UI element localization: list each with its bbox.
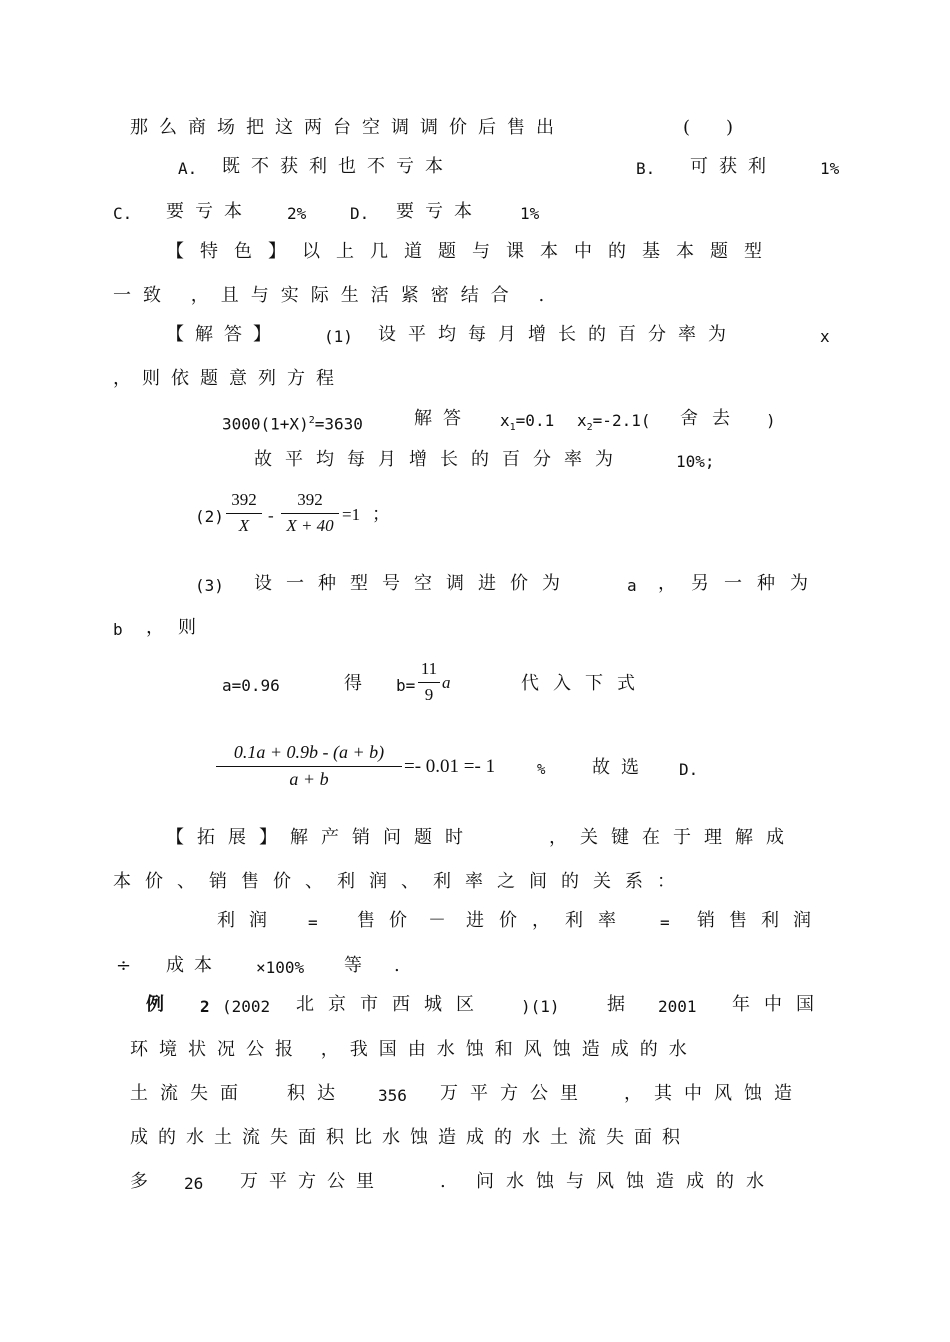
report-year: 2001 bbox=[658, 997, 697, 1016]
option-d-text: 要亏本 bbox=[396, 201, 483, 222]
example-label: 例 bbox=[146, 994, 164, 1015]
example-line-2: 环境状况公报 ，我国由水蚀和风蚀造成的水 bbox=[130, 1039, 698, 1060]
area-26: 26 bbox=[184, 1174, 204, 1193]
option-c-value: 2% bbox=[287, 204, 307, 223]
option-d-label: D. bbox=[350, 204, 370, 223]
divide-sign: ÷ bbox=[116, 955, 132, 976]
a-equation: a=0.96 bbox=[222, 676, 280, 695]
example-line-3d: ，其中风蚀造 bbox=[624, 1083, 804, 1104]
answer-heading: 【解答】 bbox=[166, 324, 282, 345]
fraction-392-over-x: 392 X bbox=[226, 490, 262, 536]
example-number: 2 bbox=[200, 997, 210, 1016]
option-b-text: 可获利 bbox=[690, 156, 777, 177]
cost-label: 成本 bbox=[166, 955, 222, 976]
more-label: 多 bbox=[130, 1171, 148, 1192]
option-c-label: C. bbox=[113, 204, 133, 223]
variable-x: x bbox=[820, 327, 830, 346]
part-2-label: (2) bbox=[195, 507, 224, 526]
profit-rate-result: =- 0.01 =- 1 bbox=[404, 756, 496, 777]
root-x2: $x_2=-2.1$( bbox=[577, 411, 651, 434]
according-label: 据 bbox=[607, 994, 625, 1015]
solution-label: 解答 bbox=[414, 408, 472, 429]
year-china-label: 年中国 bbox=[732, 994, 828, 1015]
times-100-percent: ×100% bbox=[256, 958, 305, 977]
sales-profit-label: 销售利润 bbox=[697, 910, 825, 931]
profit-label: 利润 bbox=[217, 910, 281, 931]
part-3-text: 设一种型号空调进价为 bbox=[254, 573, 574, 594]
answer-d: D. bbox=[679, 760, 699, 779]
minus-sign-2: － bbox=[428, 910, 446, 931]
equals-one: =1 bbox=[342, 505, 361, 524]
question-part-1: )(1) bbox=[521, 997, 560, 1016]
extension-line-2: 本价、销售价、利润、利率之间的关系： bbox=[113, 871, 689, 892]
feature-line-1: 【特色】以上几道题与课本中的基本题型 bbox=[166, 241, 778, 262]
variable-a: a bbox=[627, 576, 637, 595]
cost-price-rate-label: 进价，利率 bbox=[466, 910, 631, 931]
part-1-text: 设平均每月增长的百分率为 bbox=[378, 324, 738, 345]
extension-line-1-cont: ，关键在于理解成 bbox=[549, 827, 797, 848]
profit-rate-fraction: 0.1a + 0.9b - (a + b) a + b bbox=[216, 742, 402, 790]
example-line-5a: 万平方公里 bbox=[240, 1171, 385, 1192]
extension-line-1: 【拓展】解产销问题时 bbox=[166, 827, 476, 848]
option-a-label: A. bbox=[178, 159, 198, 178]
percent-sign: % bbox=[537, 762, 546, 778]
equals-sign-2: = bbox=[660, 913, 670, 932]
feature-line-2: 一致 ，且与实际生活紧密结合 . bbox=[113, 285, 557, 306]
variable-a-italic: a bbox=[442, 673, 451, 692]
close-paren: ) bbox=[766, 411, 776, 430]
option-a-text: 既不获利也不亏本 bbox=[222, 156, 454, 177]
option-b-value: 1% bbox=[820, 159, 840, 178]
area-356: 356 bbox=[378, 1086, 407, 1105]
discard-label: 舍去 bbox=[680, 408, 744, 429]
period-2: . bbox=[440, 1171, 446, 1192]
part-1-label: (1) bbox=[324, 327, 353, 346]
etc-label: 等 bbox=[344, 955, 362, 976]
answer-blank: ( ) bbox=[683, 117, 734, 138]
question-stem-line: 那么商场把这两台空调调价后售出 bbox=[130, 117, 565, 138]
option-c-text: 要亏本 bbox=[166, 201, 253, 222]
example-line-3b: 积达 bbox=[287, 1083, 347, 1104]
part-1-text-cont: ，则依题意列方程 bbox=[113, 368, 345, 389]
exam-source: 北京市西城区 bbox=[296, 994, 488, 1015]
then-label: ，则 bbox=[146, 617, 210, 638]
example-line-3a: 土流失面 bbox=[130, 1083, 250, 1104]
part-3-label: (3) bbox=[195, 576, 224, 595]
equals-sign-1: = bbox=[308, 913, 318, 932]
root-x1: $x_1=0.1$ bbox=[500, 411, 555, 434]
example-line-4: 成的水土流失面积比水蚀造成的水土流失面积 bbox=[130, 1127, 690, 1148]
yields-label: 得 bbox=[344, 673, 362, 694]
exam-year: (2002 bbox=[222, 997, 271, 1016]
example-line-3c: 万平方公里 bbox=[440, 1083, 590, 1104]
semicolon: ； bbox=[372, 504, 390, 525]
selling-price-label: 售价 bbox=[357, 910, 421, 931]
equation-1-lhs: $3000(1+X)^2=3630$ bbox=[222, 414, 363, 434]
fraction-392-over-x-plus-40: 392 X + 40 bbox=[281, 490, 339, 536]
example-line-5b: 问水蚀与风蚀造成的水 bbox=[476, 1171, 776, 1192]
part-3-text-cont: ，另一种为 bbox=[658, 573, 823, 594]
growth-rate-value: 10%; bbox=[676, 452, 715, 471]
substitute-label: 代入下式 bbox=[521, 673, 649, 694]
minus-sign: - bbox=[268, 506, 274, 525]
variable-b: b bbox=[113, 620, 123, 639]
growth-rate-conclusion: 故平均每月增长的百分率为 bbox=[254, 449, 626, 470]
period: . bbox=[394, 955, 400, 976]
b-equation-lhs: b= bbox=[396, 676, 416, 695]
fraction-11-over-9: 11 9 bbox=[418, 659, 440, 705]
option-d-value: 1% bbox=[520, 204, 540, 223]
choose-label: 故选 bbox=[592, 757, 650, 778]
option-b-label: B. bbox=[636, 159, 656, 178]
